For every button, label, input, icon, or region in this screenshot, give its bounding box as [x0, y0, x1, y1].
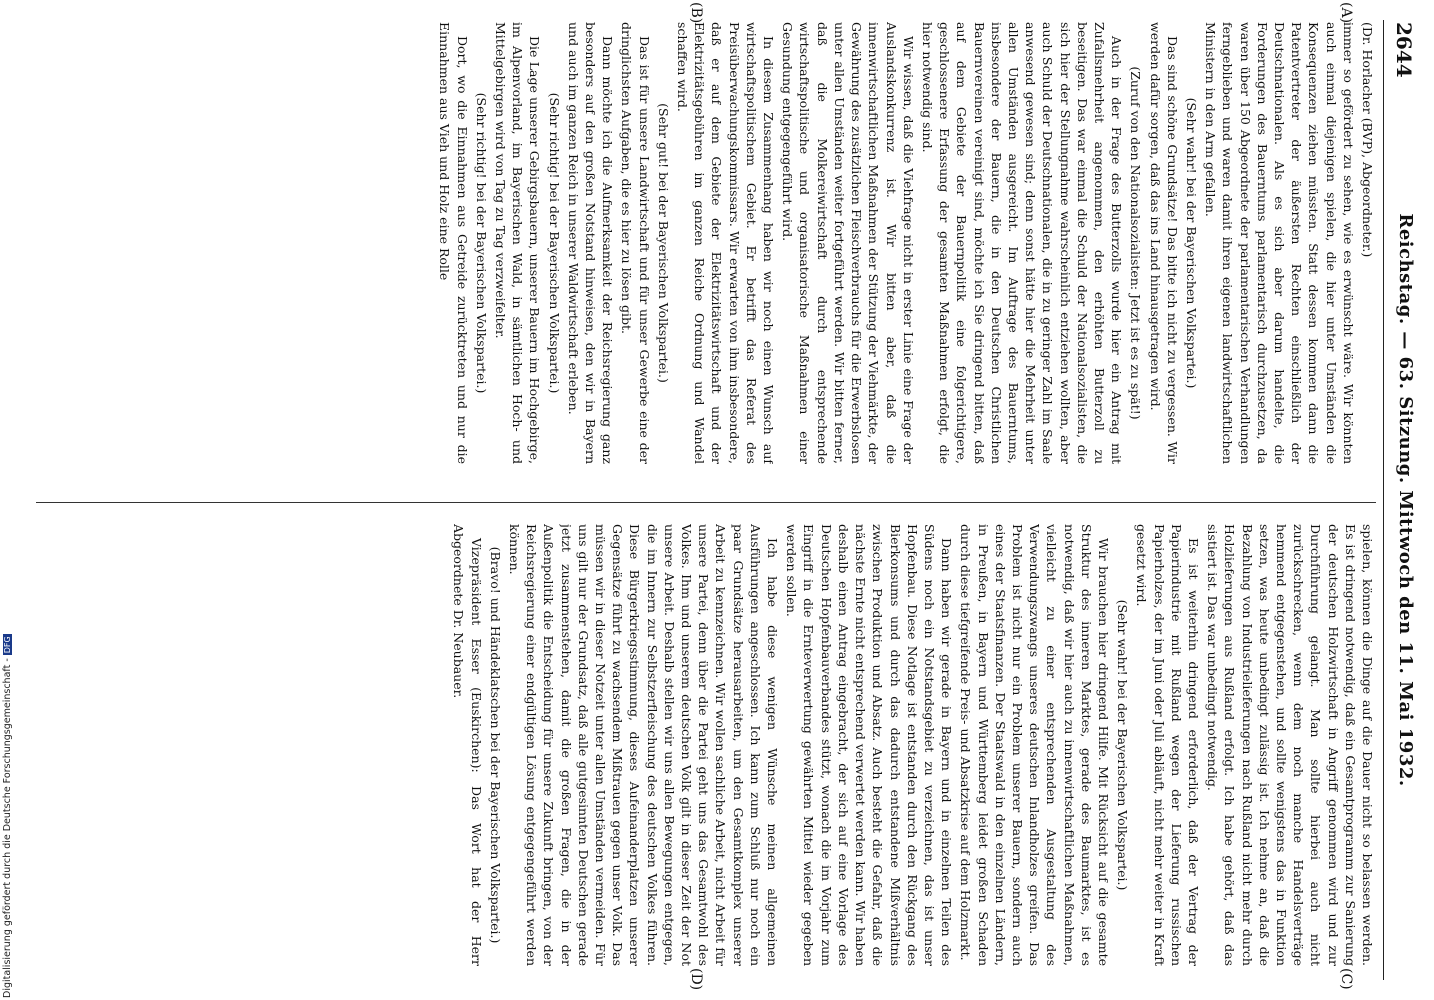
- dfg-logo: DFG: [3, 636, 12, 654]
- margin-mark-a: (A): [1338, 2, 1354, 24]
- margin-mark-d: (D): [688, 968, 704, 991]
- interjection: (Sehr richtig! bei der Bayerischen Volkspartei.): [546, 92, 562, 394]
- page-number: 2644: [1392, 22, 1416, 78]
- running-head: Reichstag. — 63. Sitzung. Mittwoch den 11. Mai 1932.: [1395, 213, 1416, 787]
- paragraph: Das sind schöne Grundsätze! Das bitte ich nicht zu vergessen. Wir werden dafür sorgen, daß das ins Land hinausgetragen wird.: [1147, 22, 1180, 464]
- paragraph: Es ist weiterhin dringend erforderlich, daß der Vertrag der Papierindustrie mit Rußland wegen der Lieferung russischen Papierholzes, der im Juni oder Juli abläuft, nicht mehr weiter in Kraft gesetzt wird.: [1134, 524, 1201, 966]
- paragraph: Dann haben wir gerade in Bayern und in einzelnen Teilen des Südens noch ein Notstandsgebiet zu verzeichnen, das ist unser Hopfenbau. Diese Notlage ist entstanden durch den Rückgang des Bierkonsums und durch das dadurch entstandene Mißverhältnis zwischen Produktion und Absatz. Auch besteht die Gefahr, daß die nächste Ernte nicht entsprechend verwertet werden kann. Wir haben deshalb einen Antrag eingebracht, der sich auf eine Vorlage des Deutschen Hopfenbauverbandes stützt, wonach die im Vorjahr zum Eingriff in die Ernteverwertung gewährten Mittel wieder gegeben werden sollen.: [784, 524, 955, 966]
- header-rule: [1383, 20, 1384, 980]
- paragraph: Dann möchte ich die Aufmerksamkeit der Reichsregierung ganz besonders auf den großen Notstand hinweisen, den wir in Bayern und auch im ganzen Reich in unserer Waldwirtschaft erleben.: [565, 22, 616, 464]
- interjection: (Zuruf von den Nationalsozialisten: Jetzt ist es zu spät!): [1128, 66, 1144, 420]
- paragraph: Dort, wo die Einnahmen aus Getreide zurücktreten und nur die Einnahmen aus Vieh und Holz eine Rolle: [437, 22, 470, 464]
- interjection: (Sehr gut! bei der Bayerischen Volkspartei.): [655, 103, 671, 383]
- paragraph: Vizepräsident Esser (Euskirchen): Das Wort hat der Herr Abgeordnete Dr. Neubauer.: [451, 524, 484, 966]
- interjection: (Bravo! und Händeklatschen bei der Bayerischen Volkspartei.): [487, 546, 503, 944]
- interjection: (Sehr wahr! bei der Bayerischen Volkspartei.): [1183, 97, 1199, 389]
- margin-mark-c: (C): [1338, 968, 1354, 990]
- interjection: (Sehr wahr! bei der Bayerischen Volkspartei.): [1115, 599, 1131, 891]
- paragraph: Auch in der Frage des Butterzolls wurde hier ein Antrag mit Zufallsmehrheit angenommen, den erhöhten Butterzoll zu beseitigen. Das war einmal die Schuld der Nationalsozialisten, die sich hier der Stellungnahme wahrscheinlich entziehen wollten, aber auch Schuld der Deutschnationalen, die in zu geringer Zahl im Saale anwesend gewesen sind; denn sonst hätte hier die Mehrheit unter allen Umständen ausgereicht. Im Auftrage des Bauerntums, insbesondere der Bauern, die in den Deutschen Christlichen Bauernvereinen vereinigt sind, möchte ich Sie dringend bitten, daß auf dem Gebiete der Bauernpolitik eine folgerichtigere, geschlossenere Erfassung der gesamten Maßnahmen erfolgt, die hier notwendig sind.: [919, 22, 1125, 464]
- column-rule: [36, 502, 1376, 503]
- margin-mark-b: (B): [688, 2, 704, 24]
- paragraph: spielen, können die Dinge auf die Dauer nicht so belassen werden. Es ist dringend notwendig, daß ein Gesamtprogramm zur Sanierung der deutschen Holzwirtschaft in Angriff genommen wird und zur Durchführung gelangt. Man sollte hierbei auch nicht zurückschrecken, wenn dem noch manche Handelsverträge hemmend entgegenstehen, und sollte wenigstens das in Funktion setzen, was heute unbedingt zulässig ist. Ich nehme an, daß die Bezahlung von Industrielieferungen nach Rußland nicht mehr durch Holzlieferungen aus Rußland erfolgt. Ich habe gehört, daß das sistiert ist. Das war unbedingt notwendig.: [1205, 524, 1375, 966]
- paragraph: Ich habe diese wenigen Wünsche meinen allgemeinen Ausführungen angeschlossen. Ich kann zum Schluß nur noch ein paar Grundsätze herausarbeiten, um den Gesamtkomplex unserer Arbeit zu kennzeichnen. Wir wollen sachliche Arbeit, nicht Arbeit für unsere Partei, denn über die Partei geht uns das Gesamtwohl des Volkes. Ihm und unserem deutschen Volk gilt in dieser Zeit der Not unsere Arbeit. Deshalb stellen wir uns allen Bewegungen entgegen, die im Innern zur Selbstzerfleischung des deutschen Volkes führen. Diese Bürgerkriegsstimmung, dieses Aufeinanderplatzen unserer Gegensätze führt zu wachsendem Mißtrauen gegen unser Volk. Das müssen wir in dieser Notzeit unter allen Umständen vermeiden. Für uns gilt nur der Grundsatz, daß alle gutgesinnten Deutschen gerade jetzt zusammenstehen, damit die großen Fragen, die in der Außenpolitik die Entscheidung für unsere Zukunft bringen, von der Reichsregierung einer endgültigen Lösung entgegengeführt werden können.: [507, 524, 781, 966]
- rotated-page: [10, 0, 1424, 1000]
- paragraph: Wir brauchen hier dringend Hilfe. Mit Rücksicht auf die gesamte Struktur des inneren Marktes, gerade des Baumarktes, ist es notwendig, daß wir hier auch zu innenwirtschaftlichen Maßnahmen, vielleicht zu einer entsprechenden Ausgestaltung des Verwendungszwangs unseres deutschen Inlandholzes greifen. Das Problem ist nicht nur ein Problem unserer Bauern, sondern auch eines der Staatsfinanzen. Der Staatswald in den einzelnen Ländern, in Preußen, in Bayern und Württemberg leidet großen Schaden durch diese tiefgreifende Preis- und Absatzkrise auf dem Holzmarkt.: [958, 524, 1111, 966]
- interjection: (Sehr richtig! bei der Bayerischen Volkspartei.): [473, 92, 489, 394]
- paragraph: In diesem Zusammenhang haben wir noch einen Wunsch auf wirtschaftspolitischem Gebiet. Er betrifft das Referat des Preisüberwachungskommissars. Wir erwarten von ihm insbesondere, daß er auf dem Gebiete der Elektrizitätswirtschaft und der Elektrizitätsgebühren im ganzen Reiche Ordnung und Wandel schaffen wird.: [675, 22, 777, 464]
- paragraph: (Dr. Horlacher (BVP), Abgeordneter.): [1360, 22, 1375, 258]
- digitization-footer: [2, 634, 13, 998]
- right-column: [26, 524, 1376, 966]
- left-column: [26, 22, 1376, 464]
- paragraph: Das ist für unsere Landwirtschaft und für unser Gewerbe eine der dringlichsten Aufgaben, die es hier zu lösen gibt.: [619, 22, 652, 464]
- paragraph: immer so gefördert zu sehen, wie es erwünscht wäre. Wir könnten auch einmal diejenigen spielen, die hier unter Umständen die Konsequenzen ziehen müssten. Statt dessen kommen dann die Patentvertreter der äußersten Rechten einschließlich der Deutschnationalen. Als es sich aber darum handelte, die Forderungen des Bauerntums parlamentarisch durchzusetzen, da waren über 150 Abgeordnete der parlamentarischen Verhandlungen ferngeblieben und waren damit ihren eigenen landwirtschaftlichen Ministern in den Arm gefallen.: [1203, 22, 1356, 464]
- paragraph: Die Lage unserer Gebirgsbauern, unserer Bauern im Hochgebirge, im Alpenvorland, im Bayerischen Wald, in sämtlichen Hoch- und Mittelgebirgen wird von Tag zu Tag verzweifelter.: [493, 22, 543, 464]
- footer-text: Digitalisierung gefördert durch die Deutsche Forschungsgemeinschaft -: [2, 658, 13, 998]
- paragraph: Wir wissen, daß die Viehfrage nicht in erster Linie eine Frage der Auslandskonkurrenz ist. Wir bitten aber, daß die innenwirtschaftlichen Maßnahmen der Stützung der Viehmärkte, der Gewährung des zusätzlichen Fleischverbrauchs für die Erwerbslosen unter allen Umständen weiter fortgeführt werden. Wir bitten ferner, daß die Molkereiwirtschaft durch entsprechende wirtschaftspolitische und organisatorische Maßnahmen einer Gesundung entgegengeführt wird.: [780, 22, 916, 464]
